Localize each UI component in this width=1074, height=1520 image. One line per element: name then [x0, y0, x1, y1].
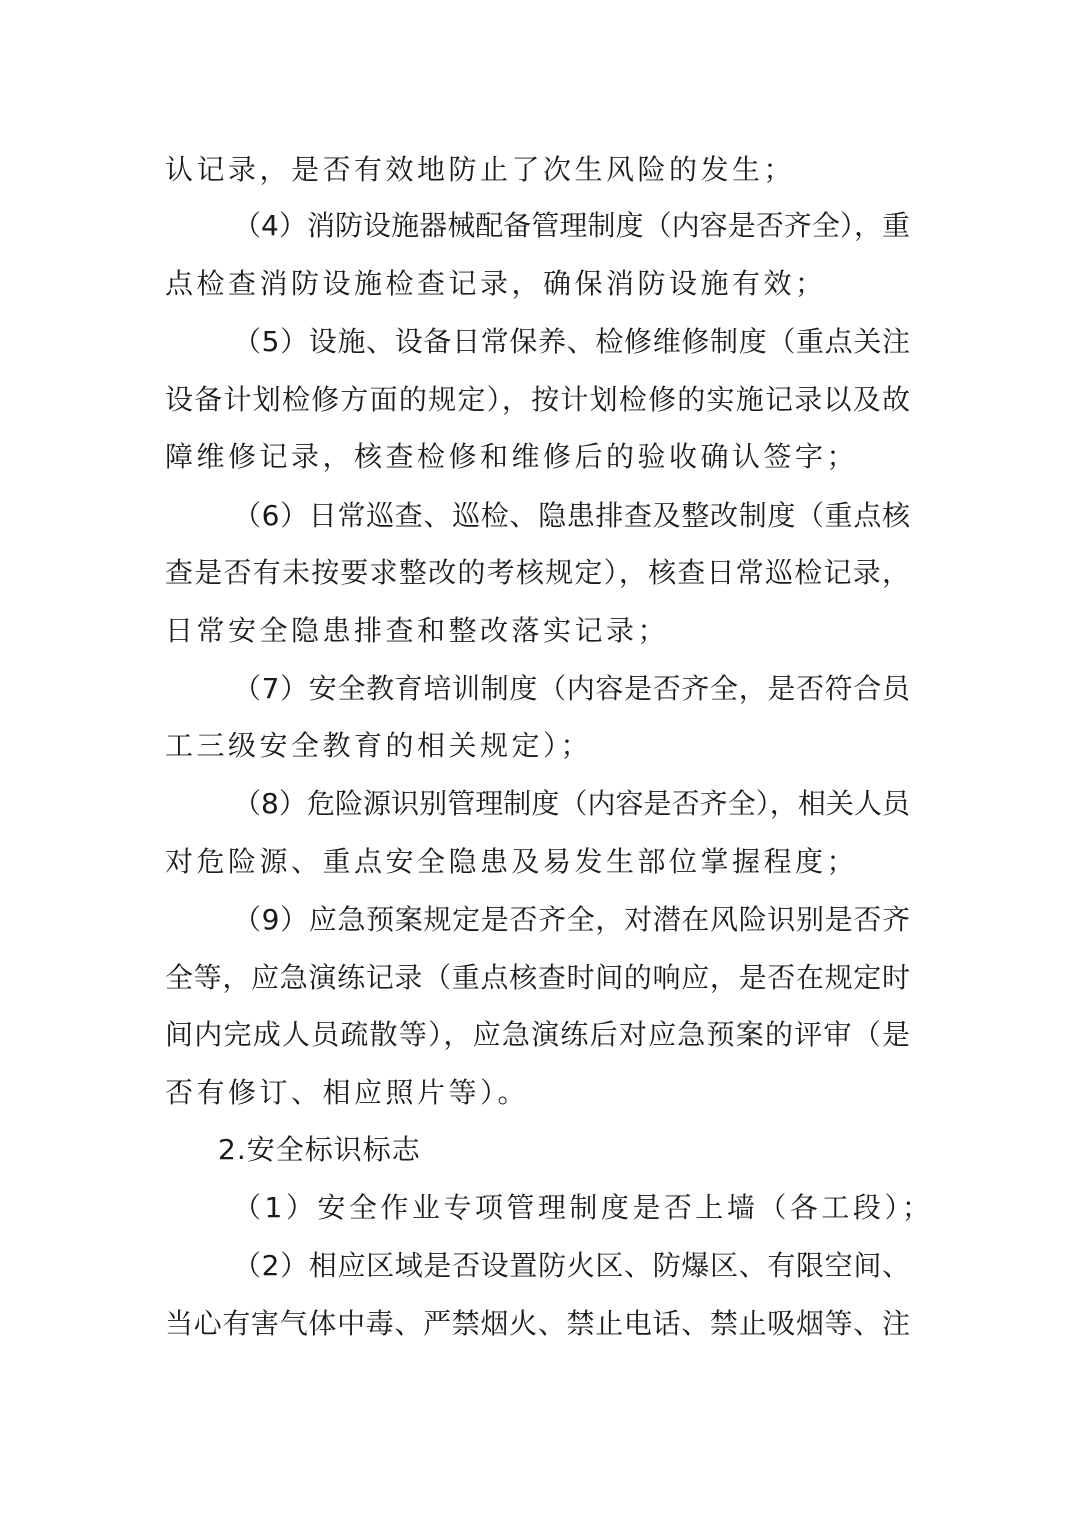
- text-line: （7）安全教育培训制度（内容是否齐全，是否符合员: [233, 672, 910, 705]
- text-line: （4）消防设施器械配备管理制度（内容是否齐全），重: [233, 209, 910, 242]
- text-line: （5）设施、设备日常保养、检修维修制度（重点关注: [233, 325, 910, 358]
- text-line: （6）日常巡查、巡检、隐患排查及整改制度（重点核: [233, 499, 910, 532]
- text-line: 全等，应急演练记录（重点核查时间的响应，是否在规定时: [165, 961, 910, 994]
- text-line: 点检查消防设施检查记录，确保消防设施有效；: [165, 267, 827, 300]
- text-line: 对危险源、重点安全隐患及易发生部位掌握程度；: [165, 845, 859, 878]
- text-line: 当心有害气体中毒、严禁烟火、禁止电话、禁止吸烟等、注: [165, 1307, 910, 1340]
- section-heading: 2.安全标识标志: [218, 1133, 421, 1166]
- text-line: 障维修记录，核查检修和维修后的验收确认签字；: [165, 440, 859, 473]
- text-line: 查是否有未按要求整改的考核规定），核查日常巡检记录，: [165, 556, 910, 589]
- text-line: （8）危险源识别管理制度（内容是否齐全），相关人员: [233, 787, 910, 820]
- text-line: （1）安全作业专项管理制度是否上墙（各工段）；: [233, 1191, 934, 1224]
- text-line: 间内完成人员疏散等），应急演练后对应急预案的评审（是: [165, 1018, 910, 1051]
- text-line: 认记录，是否有效地防止了次生风险的发生；: [165, 153, 796, 186]
- text-line: 工三级安全教育的相关规定）；: [165, 729, 593, 762]
- text-line: 设备计划检修方面的规定），按计划检修的实施记录以及故: [165, 383, 910, 416]
- text-line: （2）相应区域是否设置防火区、防爆区、有限空间、: [233, 1249, 910, 1282]
- text-line: 日常安全隐患排查和整改落实记录；: [165, 614, 670, 647]
- text-line: （9）应急预案规定是否齐全，对潜在风险识别是否齐: [233, 903, 910, 936]
- text-line: 否有修订、相应照片等）。: [165, 1076, 530, 1109]
